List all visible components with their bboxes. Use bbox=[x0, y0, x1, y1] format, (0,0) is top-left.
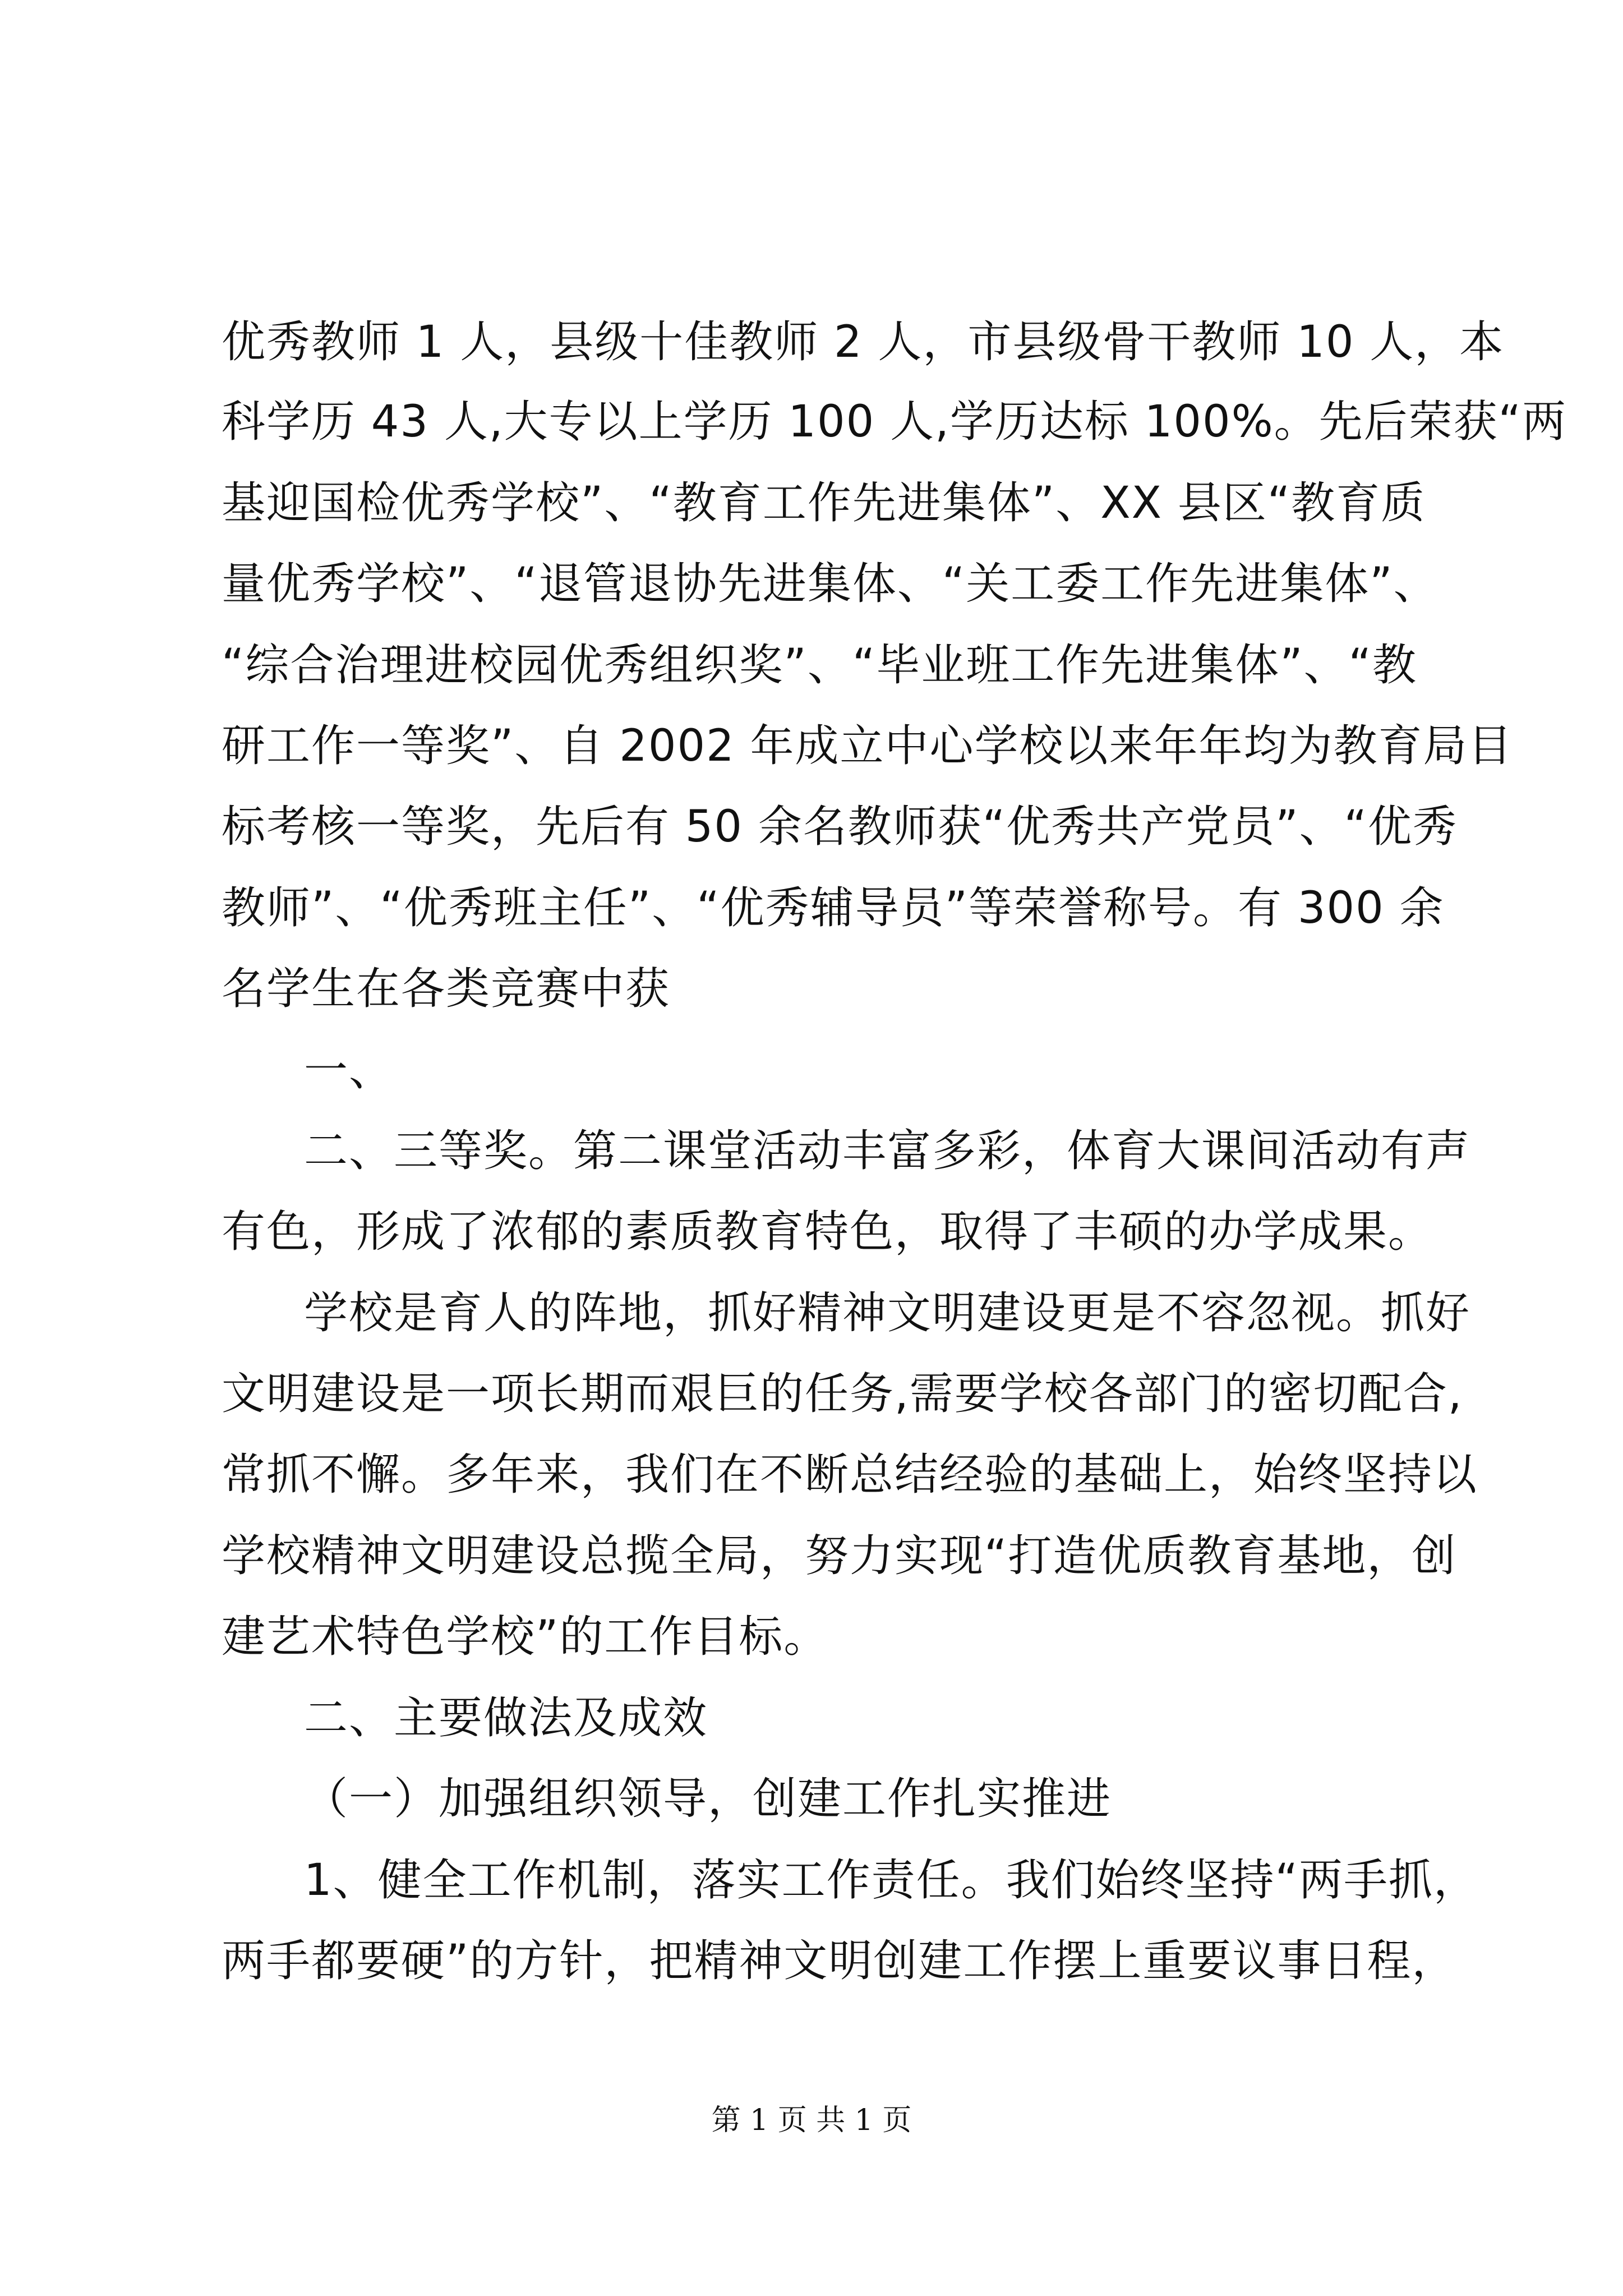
paragraph-line-2: 科学历 43 人,大专以上学历 100 人,学历达标 100%。先后荣获“两 bbox=[222, 397, 1567, 447]
section-heading: 二、主要做法及成效 bbox=[304, 1693, 708, 1743]
paragraph-line-12: 有色，形成了浓郁的素质教育特色，取得了丰硕的办学成果。 bbox=[222, 1207, 1433, 1257]
paragraph-line-21: 两手都要硬”的方针，把精神文明创建工作摆上重要议事日程， bbox=[222, 1936, 1457, 1986]
paragraph-line-6: 研工作一等奖”、自 2002 年成立中心学校以来年年均为教育局目 bbox=[222, 721, 1513, 771]
paragraph-line-3: 基迎国检优秀学校”、“教育工作先进集体”、XX 县区“教育质 bbox=[222, 478, 1426, 528]
paragraph-line-16: 学校精神文明建设总揽全局，努力实现“打造优质教育基地，创 bbox=[222, 1531, 1457, 1581]
page-number-footer: 第 1 页 共 1 页 bbox=[711, 2104, 912, 2137]
paragraph-line-7: 标考核一等奖，先后有 50 余名教师获“优秀共产党员”、“优秀 bbox=[222, 802, 1458, 852]
paragraph-line-5: “综合治理进校园优秀组织奖”、“毕业班工作先进集体”、“教 bbox=[222, 640, 1418, 691]
paragraph-line-15: 常抓不懈。多年来，我们在不断总结经验的基础上，始终坚持以 bbox=[222, 1450, 1478, 1500]
paragraph-line-1: 优秀教师 1 人，县级十佳教师 2 人，市县级骨干教师 10 人，本 bbox=[222, 317, 1505, 367]
paragraph-line-14: 文明建设是一项长期而艰巨的任务,需要学校各部门的密切配合, bbox=[222, 1369, 1463, 1419]
paragraph-line-8: 教师”、“优秀班主任”、“优秀辅导员”等荣誉称号。有 300 余 bbox=[222, 883, 1445, 933]
paragraph-line-4: 量优秀学校”、“退管退协先进集体、“关工委工作先进集体”、 bbox=[222, 559, 1438, 609]
paragraph-line-20: 1、健全工作机制，落实工作责任。我们始终坚持“两手抓， bbox=[304, 1855, 1479, 1906]
section-marker-line: 一、 bbox=[304, 1045, 394, 1096]
paragraph-line-13: 学校是育人的阵地，抓好精神文明建设更是不容忽视。抓好 bbox=[304, 1288, 1471, 1338]
paragraph-line-9: 名学生在各类竞赛中获 bbox=[222, 964, 671, 1014]
paragraph-line-17: 建艺术特色学校”的工作目标。 bbox=[222, 1612, 829, 1662]
subsection-heading: （一）加强组织领导，创建工作扎实推进 bbox=[304, 1774, 1112, 1824]
paragraph-line-11: 二、三等奖。第二课堂活动丰富多彩，体育大课间活动有声 bbox=[304, 1126, 1471, 1176]
